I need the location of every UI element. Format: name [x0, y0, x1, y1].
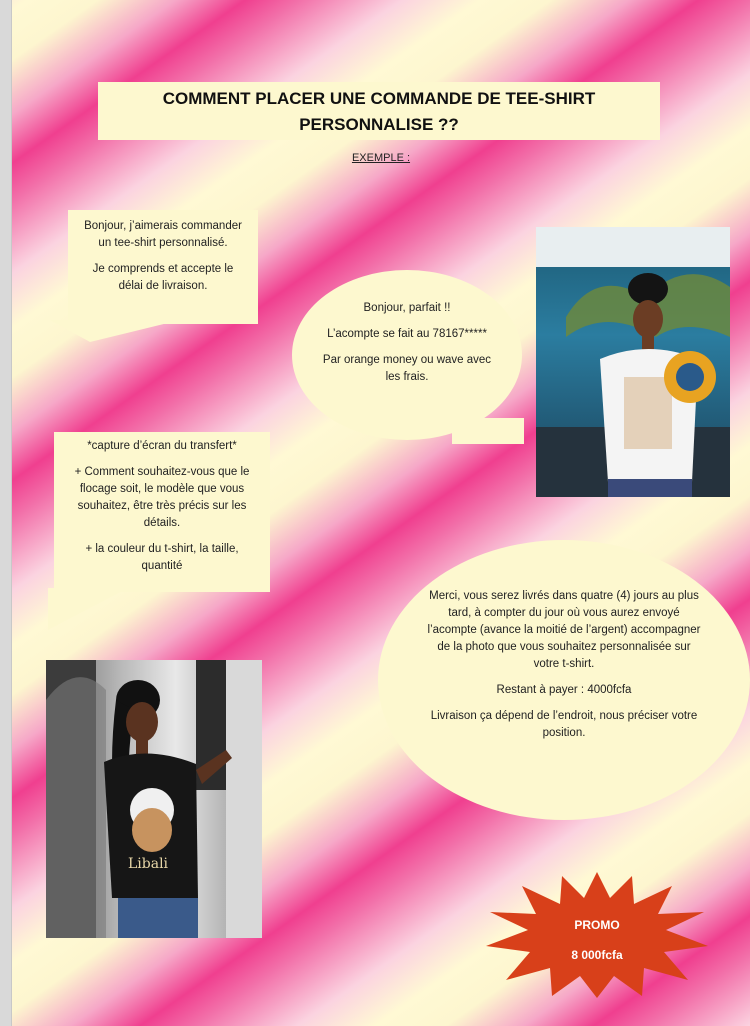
seller-bubble-1 [292, 270, 522, 440]
model-illustration-2 [46, 660, 262, 938]
starburst-icon [482, 868, 712, 1000]
seller-bubble-2 [378, 540, 750, 820]
seller-bubble-1-text-3: Par orange money ou wave avec les frais. [322, 354, 492, 383]
flyer-page [12, 0, 750, 1026]
client-bubble-1 [68, 210, 258, 324]
page-title [98, 82, 660, 140]
title-line-1: COMMENT PLACER UNE COMMANDE DE TEE-SHIRT [162, 89, 596, 108]
client-bubble-2-text-2: + Comment souhaitez-vous que le flocage soit, le modèle que vous souhaitez, être très précis sur les détails. [74, 466, 250, 529]
client-bubble-2-text-3: + la couleur du t-shirt, la taille, quantité [85, 543, 239, 572]
promo-price: 8 000fcfa [571, 948, 623, 962]
client-bubble-2-tail [48, 588, 128, 630]
model-photo-white-shirt [536, 227, 730, 497]
client-bubble-2-text-1: *capture d’écran du transfert* [87, 440, 237, 452]
seller-bubble-2-text-1: Merci, vous serez livrés dans quatre (4) jours au plus tard, à compter du jour où vous aurez envoyé l’acompte (avance la moitié de l’argent) accompagner de la photo que vous souhaitez personnalisée sur votre t-shirt. [427, 590, 701, 670]
promo-label: PROMO [574, 918, 620, 932]
seller-bubble-2-text-2: Restant à payer : 4000fcfa [496, 684, 632, 696]
seller-bubble-1-text-1: Bonjour, parfait !! [363, 302, 451, 314]
client-bubble-1-text-2: Je comprends et accepte le délai de livraison. [92, 263, 234, 292]
model-photo-black-shirt [46, 660, 262, 938]
promo-badge [482, 868, 712, 1000]
seller-bubble-2-text-3: Livraison ça dépend de l’endroit, nous préciser votre position. [430, 710, 698, 739]
client-bubble-2 [54, 432, 270, 592]
client-bubble-1-text-1: Bonjour, j’aimerais commander un tee-shirt personnalisé. [84, 220, 242, 249]
shirt-print-text: Libali [128, 856, 169, 872]
model-illustration-1 [536, 227, 730, 497]
seller-bubble-1-text-2: L’acompte se fait au 78167***** [327, 328, 487, 340]
title-line-2: PERSONNALISE ?? [299, 115, 459, 134]
example-label: EXEMPLE : [351, 152, 411, 164]
